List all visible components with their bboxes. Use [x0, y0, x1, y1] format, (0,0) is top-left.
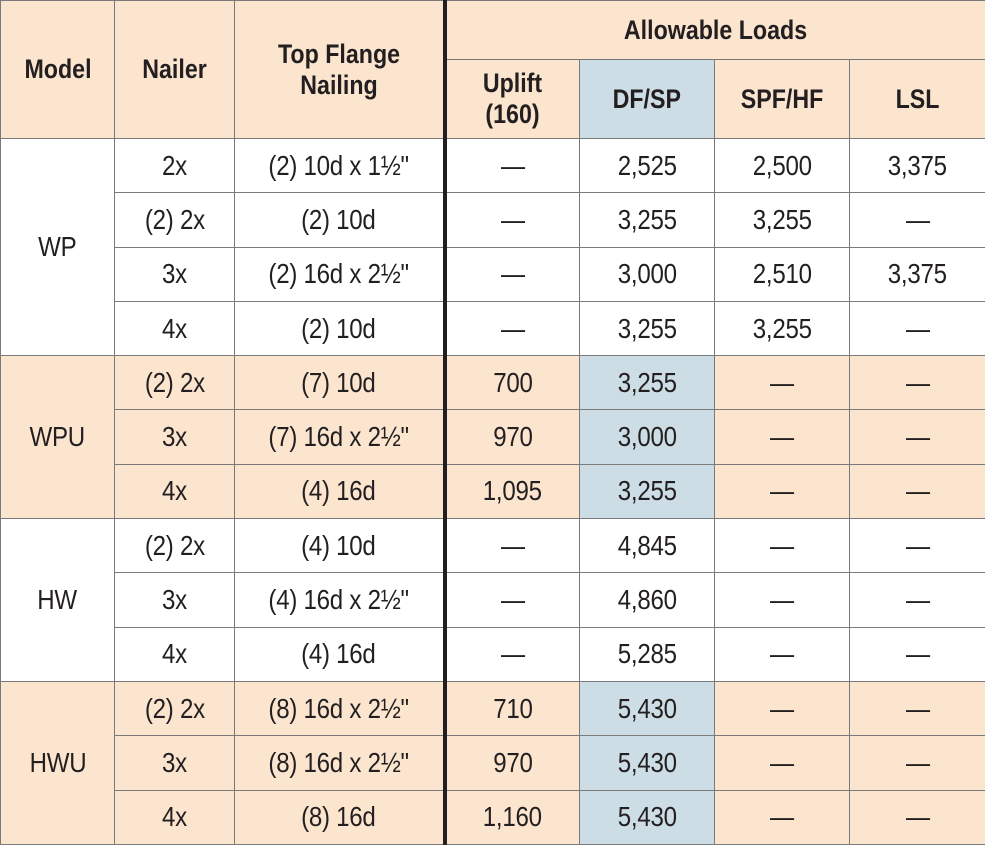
top-flange-nailing-cell: (4) 16d [235, 464, 445, 518]
header-lsl: LSL [850, 60, 985, 139]
df-sp-cell: 3,255 [580, 356, 715, 410]
lsl-cell: — [850, 790, 985, 844]
model-cell: HW [1, 519, 115, 682]
table-row [1, 790, 985, 844]
df-sp-cell: 3,255 [580, 193, 715, 247]
lsl-cell: — [850, 736, 985, 790]
nailer-cell: 3x [115, 410, 235, 464]
top-flange-nailing-cell: (4) 16d x 2½" [235, 573, 445, 627]
lsl-cell: 3,375 [850, 247, 985, 301]
nailer-cell: (2) 2x [115, 356, 235, 410]
uplift-cell: 700 [445, 356, 580, 410]
nailer-cell: 3x [115, 736, 235, 790]
spf-hf-cell: — [715, 681, 850, 735]
lsl-cell: — [850, 356, 985, 410]
top-flange-nailing-cell: (7) 16d x 2½" [235, 410, 445, 464]
uplift-cell: — [445, 519, 580, 573]
lsl-cell: — [850, 464, 985, 518]
table-row [1, 356, 985, 410]
table-row [1, 627, 985, 681]
table-row [1, 410, 985, 464]
df-sp-cell: 3,255 [580, 464, 715, 518]
lsl-cell: — [850, 627, 985, 681]
table-row [1, 301, 985, 355]
spf-hf-cell: — [715, 356, 850, 410]
uplift-cell: 710 [445, 681, 580, 735]
df-sp-cell: 4,860 [580, 573, 715, 627]
nailer-cell: 4x [115, 301, 235, 355]
header-top-flange-nailing: Top Flange Nailing [235, 1, 445, 139]
header-nailer: Nailer [115, 1, 235, 139]
top-flange-nailing-cell: (2) 10d [235, 193, 445, 247]
top-flange-nailing-cell: (7) 10d [235, 356, 445, 410]
lsl-cell: — [850, 301, 985, 355]
df-sp-cell: 5,430 [580, 681, 715, 735]
top-flange-nailing-cell: (8) 16d [235, 790, 445, 844]
spf-hf-cell: — [715, 790, 850, 844]
header-allowable-loads: Allowable Loads [445, 1, 985, 60]
table-body [1, 139, 985, 845]
table-header [1, 1, 985, 139]
nailer-cell: (2) 2x [115, 681, 235, 735]
lsl-cell: — [850, 410, 985, 464]
header-df-sp: DF/SP [580, 60, 715, 139]
model-cell: WP [1, 139, 115, 356]
uplift-cell: 970 [445, 736, 580, 790]
nailer-cell: 2x [115, 139, 235, 193]
spf-hf-cell: 2,500 [715, 139, 850, 193]
df-sp-cell: 3,000 [580, 247, 715, 301]
lsl-cell: — [850, 193, 985, 247]
header-model: Model [1, 1, 115, 139]
top-flange-nailing-cell: (8) 16d x 2½" [235, 681, 445, 735]
top-flange-nailing-cell: (4) 16d [235, 627, 445, 681]
model-cell: WPU [1, 356, 115, 519]
spf-hf-cell: — [715, 573, 850, 627]
uplift-cell: 1,160 [445, 790, 580, 844]
nailer-cell: (2) 2x [115, 519, 235, 573]
table-row [1, 736, 985, 790]
table-row [1, 139, 985, 193]
nailer-cell: 4x [115, 790, 235, 844]
table-row [1, 573, 985, 627]
spf-hf-cell: — [715, 410, 850, 464]
lsl-cell: — [850, 519, 985, 573]
uplift-cell: — [445, 627, 580, 681]
top-flange-nailing-cell: (4) 10d [235, 519, 445, 573]
df-sp-cell: 2,525 [580, 139, 715, 193]
header-row-1 [1, 1, 985, 60]
uplift-cell: — [445, 573, 580, 627]
top-flange-nailing-cell: (8) 16d x 2½" [235, 736, 445, 790]
uplift-cell: — [445, 193, 580, 247]
spf-hf-cell: 2,510 [715, 247, 850, 301]
df-sp-cell: 5,430 [580, 790, 715, 844]
uplift-cell: 970 [445, 410, 580, 464]
df-sp-cell: 4,845 [580, 519, 715, 573]
top-flange-nailing-cell: (2) 10d [235, 301, 445, 355]
table-row [1, 464, 985, 518]
lsl-cell: — [850, 573, 985, 627]
top-flange-nailing-cell: (2) 10d x 1½" [235, 139, 445, 193]
header-spf-hf: SPF/HF [715, 60, 850, 139]
spf-hf-cell: — [715, 519, 850, 573]
table-row [1, 519, 985, 573]
lsl-cell: 3,375 [850, 139, 985, 193]
uplift-cell: 1,095 [445, 464, 580, 518]
nailer-cell: 3x [115, 247, 235, 301]
nailer-cell: 4x [115, 464, 235, 518]
spf-hf-cell: 3,255 [715, 193, 850, 247]
nailer-cell: 3x [115, 573, 235, 627]
header-uplift: Uplift (160) [445, 60, 580, 139]
spf-hf-cell: — [715, 464, 850, 518]
df-sp-cell: 5,285 [580, 627, 715, 681]
spf-hf-cell: — [715, 627, 850, 681]
spf-hf-cell: 3,255 [715, 301, 850, 355]
table-row [1, 681, 985, 735]
table-row [1, 247, 985, 301]
uplift-cell: — [445, 301, 580, 355]
table-row [1, 193, 985, 247]
top-flange-nailing-cell: (2) 16d x 2½" [235, 247, 445, 301]
model-cell: HWU [1, 681, 115, 844]
df-sp-cell: 3,255 [580, 301, 715, 355]
nailer-cell: (2) 2x [115, 193, 235, 247]
spf-hf-cell: — [715, 736, 850, 790]
nailer-cell: 4x [115, 627, 235, 681]
df-sp-cell: 3,000 [580, 410, 715, 464]
uplift-cell: — [445, 247, 580, 301]
lsl-cell: — [850, 681, 985, 735]
df-sp-cell: 5,430 [580, 736, 715, 790]
uplift-cell: — [445, 139, 580, 193]
